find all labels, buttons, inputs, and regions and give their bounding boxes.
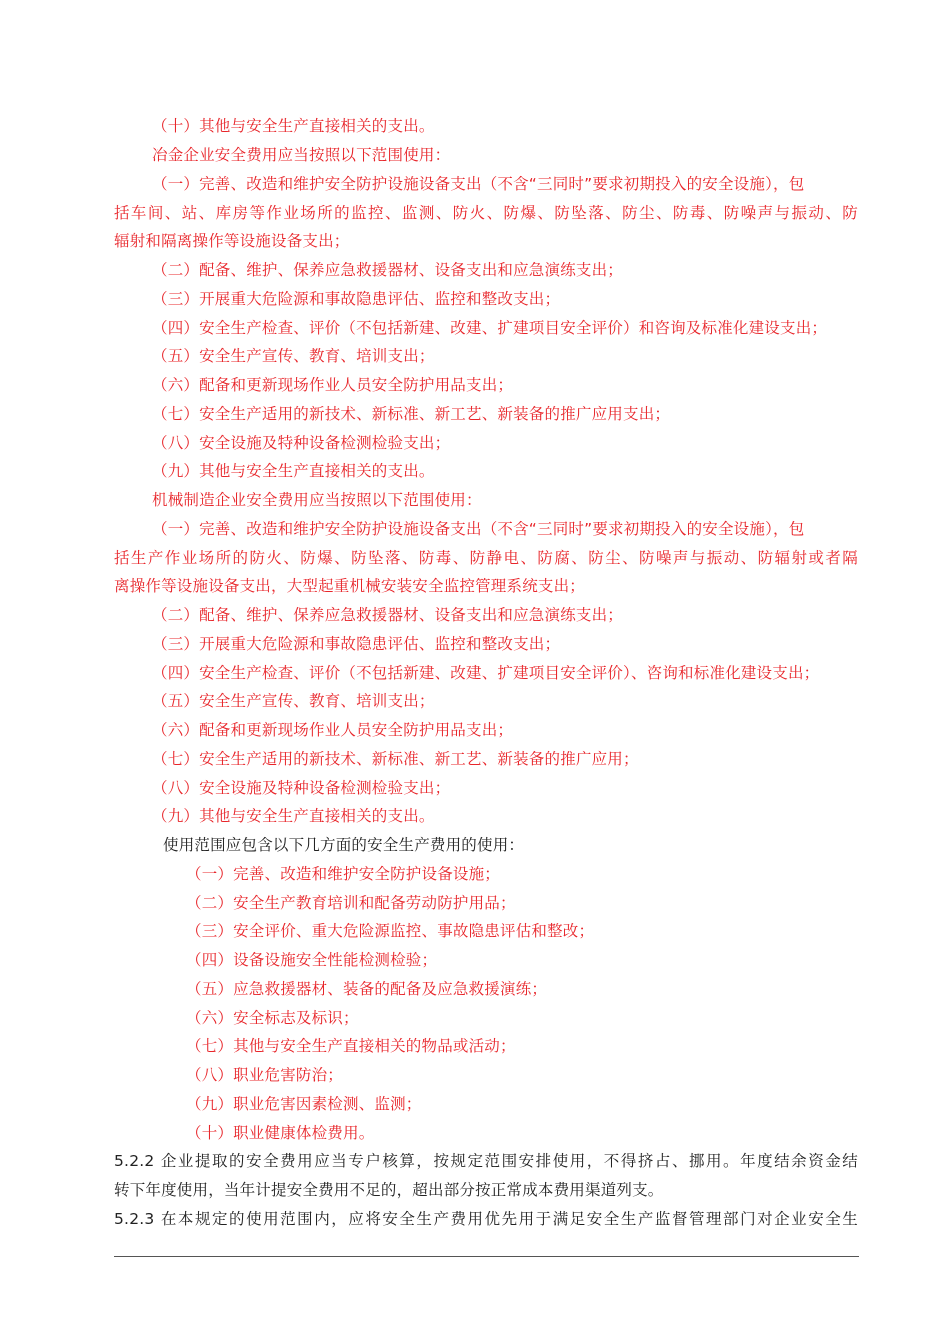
paragraph-line: （三）开展重大危险源和事故隐患评估、监控和整改支出； xyxy=(152,635,561,653)
paragraph-line: （七）安全生产适用的新技术、新标准、新工艺、新装备的推广应用支出； xyxy=(152,405,671,423)
list-item: （一）完善、改造和维护安全防护设备设施； xyxy=(186,865,501,883)
list-item: （六）安全标志及标识； xyxy=(186,1009,359,1027)
paragraph-line: （四）安全生产检查、评价（不包括新建、改建、扩建项目安全评价）和咨询及标准化建设支出； xyxy=(152,319,828,337)
paragraph-line: 括生产作业场所的防火、防爆、防坠落、防毒、防静电、防腐、防尘、防噪声与振动、防辐射或者隔 xyxy=(114,549,858,567)
paragraph-line: （五）安全生产宣传、教育、培训支出； xyxy=(152,347,435,365)
paragraph-line: （五）安全生产宣传、教育、培训支出； xyxy=(152,692,435,710)
paragraph-line: 括车间、站、库房等作业场所的监控、监测、防火、防爆、防坠落、防尘、防毒、防噪声与振动、防 xyxy=(114,204,858,222)
paragraph-line: （八）安全设施及特种设备检测检验支出； xyxy=(152,434,451,452)
paragraph-line: （十）其他与安全生产直接相关的支出。 xyxy=(152,117,435,135)
list-item: （三）安全评价、重大危险源监控、事故隐患评估和整改； xyxy=(186,922,595,940)
paragraph-line: （六）配备和更新现场作业人员安全防护用品支出； xyxy=(152,721,514,739)
paragraph-line: 辐射和隔离操作等设施设备支出； xyxy=(114,232,350,250)
paragraph-line: （七）安全生产适用的新技术、新标准、新工艺、新装备的推广应用； xyxy=(152,750,639,768)
paragraph-line: （三）开展重大危险源和事故隐患评估、监控和整改支出； xyxy=(152,290,561,308)
clause-5-2-2-continued: 转下年度使用，当年计提安全费用不足的，超出部分按正常成本费用渠道列支。 xyxy=(114,1181,664,1199)
list-item: （七）其他与安全生产直接相关的物品或活动； xyxy=(186,1037,516,1055)
list-item: （九）职业危害因素检测、监测； xyxy=(186,1095,422,1113)
list-item: （二）安全生产教育培训和配备劳动防护用品； xyxy=(186,894,516,912)
section-heading: 冶金企业安全费用应当按照以下范围使用： xyxy=(152,146,451,164)
paragraph-line: 离操作等设施设备支出，大型起重机械安装安全监控管理系统支出； xyxy=(114,577,586,595)
paragraph-line: （四）安全生产检查、评价（不包括新建、改建、扩建项目安全评价）、咨询和标准化建设支出； xyxy=(152,664,820,682)
list-item: （五）应急救援器材、装备的配备及应急救援演练； xyxy=(186,980,548,998)
paragraph-line: （九）其他与安全生产直接相关的支出。 xyxy=(152,807,435,825)
clause-5-2-2: 5.2.2 企业提取的安全费用应当专户核算，按规定范围安排使用，不得挤占、挪用。年度结余资金结 xyxy=(114,1152,858,1170)
list-item: （四）设备设施安全性能检测检验； xyxy=(186,951,438,969)
paragraph-line: （一）完善、改造和维护安全防护设施设备支出（不含“三同时”要求初期投入的安全设施），包 xyxy=(152,175,805,193)
section-heading: 使用范围应包含以下几方面的安全生产费用的使用： xyxy=(163,836,525,854)
paragraph-line: （二）配备、维护、保养应急救援器材、设备支出和应急演练支出； xyxy=(152,261,624,279)
paragraph-line: （六）配备和更新现场作业人员安全防护用品支出； xyxy=(152,376,514,394)
footer-divider xyxy=(114,1256,859,1257)
list-item: （八）职业危害防治； xyxy=(186,1066,344,1084)
clause-5-2-3: 5.2.3 在本规定的使用范围内，应将安全生产费用优先用于满足安全生产监督管理部门对企业安全生 xyxy=(114,1210,858,1228)
list-item: （十）职业健康体检费用。 xyxy=(186,1124,375,1142)
paragraph-line: （一）完善、改造和维护安全防护设施设备支出（不含“三同时”要求初期投入的安全设施），包 xyxy=(152,520,805,538)
section-heading: 机械制造企业安全费用应当按照以下范围使用： xyxy=(152,491,482,509)
paragraph-line: （二）配备、维护、保养应急救援器材、设备支出和应急演练支出； xyxy=(152,606,624,624)
paragraph-line: （八）安全设施及特种设备检测检验支出； xyxy=(152,779,451,797)
paragraph-line: （九）其他与安全生产直接相关的支出。 xyxy=(152,462,435,480)
